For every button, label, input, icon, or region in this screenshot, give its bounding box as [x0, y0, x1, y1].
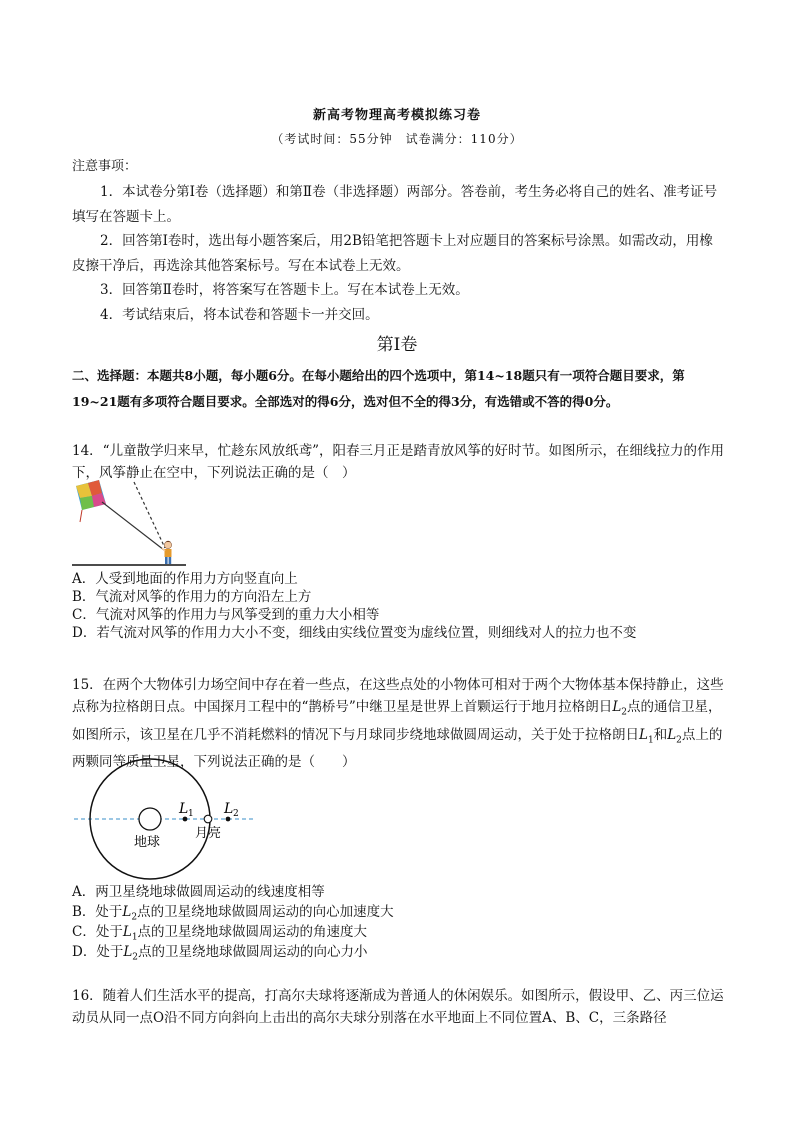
- q15-option-d-l2: L: [123, 944, 133, 960]
- volume-title: 第Ⅰ卷: [376, 335, 418, 355]
- notice-item-2: 2．回答第Ⅰ卷时，选出每小题答案后，用2B铅笔把答题卡上对应题目的答案标号涂黑。如需改动，用橡皮擦干净后，再选涂其他答案标号。写在本试卷上无效。: [72, 233, 713, 274]
- section-bold-mid: 四个选项中: [389, 368, 452, 383]
- section-text-a: 本题共8小题，每小题6分。在每小题给出的: [147, 368, 390, 383]
- q15-option-c-pre: C．处于: [72, 924, 123, 940]
- q15-option-a: A．两卫星绕地球做圆周运动的线速度相等: [72, 884, 325, 900]
- q15-option-d: [72, 943, 368, 967]
- section-instructions: [72, 363, 728, 415]
- q15-option-d-post: 点的卫星绕地球做圆周运动的向心力小: [138, 944, 368, 960]
- earth-label: 地球: [134, 835, 161, 850]
- question-14-stem: 14．“儿童散学归来早，忙趁东风放纸鸢”，阳春三月正是踏青放风筝的好时节。如图所示，在细线拉力的作用下，风筝静止在空中，下列说法正确的是（ ）: [72, 443, 724, 481]
- kite-string-solid: [102, 502, 164, 550]
- q15-option-c-post: 点的卫星绕地球做圆周运动的角速度大: [137, 924, 368, 940]
- section-text-b: ，第14~18题只有一项符合题目要求，第19~21题有多项符合题目要求。全部选对的得6分，选对但不全的得3分，有选错或不答的得0分。: [72, 368, 685, 409]
- exam-title: 新高考物理高考模拟练习卷: [312, 108, 481, 123]
- section-lead: 二、选择题：: [72, 368, 148, 383]
- q15-option-b-post: 点的卫星绕地球做圆周运动的向心加速度大: [137, 904, 394, 920]
- q15-l1-symbol: L: [639, 726, 648, 743]
- q15-option-d-pre: D．处于: [72, 944, 124, 960]
- q14-option-a: A．人受到地面的作用力方向竖直向上: [72, 571, 298, 587]
- q14-option-b: B．气流对风筝的作用力的方向沿左上方: [72, 589, 312, 605]
- q15-stem-b: 点的通信卫星，如图所示，该卫星在几乎不消耗燃料的情况下与月球同步绕地球做圆周运动，关于处于拉格朗日: [72, 699, 722, 743]
- q15-option-c-l1: L: [122, 924, 132, 940]
- q15-stem-d: 点上的两颗同等质量卫星，下列说法正确的是（ ）: [72, 726, 723, 771]
- q15-option-b-l2: L: [122, 904, 132, 920]
- q15-option-b-l2-sub: 2: [131, 912, 138, 923]
- l2-point: [226, 817, 231, 822]
- q15-l2-subscript: 2: [621, 707, 628, 718]
- earth-circle: [139, 808, 161, 830]
- q15-l2-subscript-2: 2: [676, 735, 682, 746]
- q15-option-b-pre: B．处于: [72, 904, 123, 920]
- l1-label: L: [179, 801, 189, 817]
- l1-label-sub: 1: [188, 809, 194, 819]
- l2-label: L: [224, 801, 234, 817]
- q15-stem-a: 15．在两个大物体引力场空间中存在着一些点，在这些点处的小物体可相对于两个大物体基本保持静止，这些点称为拉格朗日点。中国探月工程中的“鹊桥号”中继卫星是世界上首颗运行于地月拉格朗日: [72, 677, 724, 715]
- notice-item-4: 4．考试结束后，将本试卷和答题卡一并交回。: [100, 307, 379, 323]
- q15-option-d-l2-sub: 2: [132, 952, 139, 963]
- exam-subtitle: （考试时间：55分钟 试卷满分：110分）: [271, 132, 523, 146]
- l2-label-sub: 2: [233, 809, 239, 819]
- q14-option-d: D．若气流对风筝的作用力大小不变，细线由实线位置变为虚线位置，则细线对人的拉力也不变: [72, 625, 637, 641]
- q15-option-c-l1-sub: 1: [131, 932, 138, 943]
- lagrange-diagram: [72, 756, 272, 882]
- q15-l2-symbol: L: [612, 699, 622, 715]
- kite-figure: [72, 478, 192, 570]
- question-16-stem: 16．随着人们生活水平的提高，打高尔夫球将逐渐成为普通人的休闲娱乐。如图所示，假设甲、乙、丙三位运动员从同一点O沿不同方向斜向上击出的高尔夫球分别落在水平地面上不同位置A、B、C，三条路径: [72, 988, 724, 1026]
- notice-item-1: 1．本试卷分第Ⅰ卷（选择题）和第Ⅱ卷（非选择题）两部分。答卷前，考生务必将自己的姓名、准考证号填写在答题卡上。: [72, 184, 718, 225]
- l1-point: [183, 817, 188, 822]
- notice-heading: 注意事项：: [72, 159, 138, 174]
- q14-option-c: C．气流对风筝的作用力与风筝受到的重力大小相等: [72, 607, 380, 623]
- moon-circle: [204, 815, 212, 823]
- q15-stem-c: 和: [653, 726, 668, 743]
- q15-l2-symbol-2: L: [667, 726, 677, 743]
- q15-l1-subscript: 1: [647, 735, 654, 746]
- kite-icon: [76, 480, 106, 522]
- notice-item-3: 3．回答第Ⅱ卷时，将答案写在答题卡上。写在本试卷上无效。: [100, 282, 469, 298]
- moon-label: 月亮: [195, 826, 222, 841]
